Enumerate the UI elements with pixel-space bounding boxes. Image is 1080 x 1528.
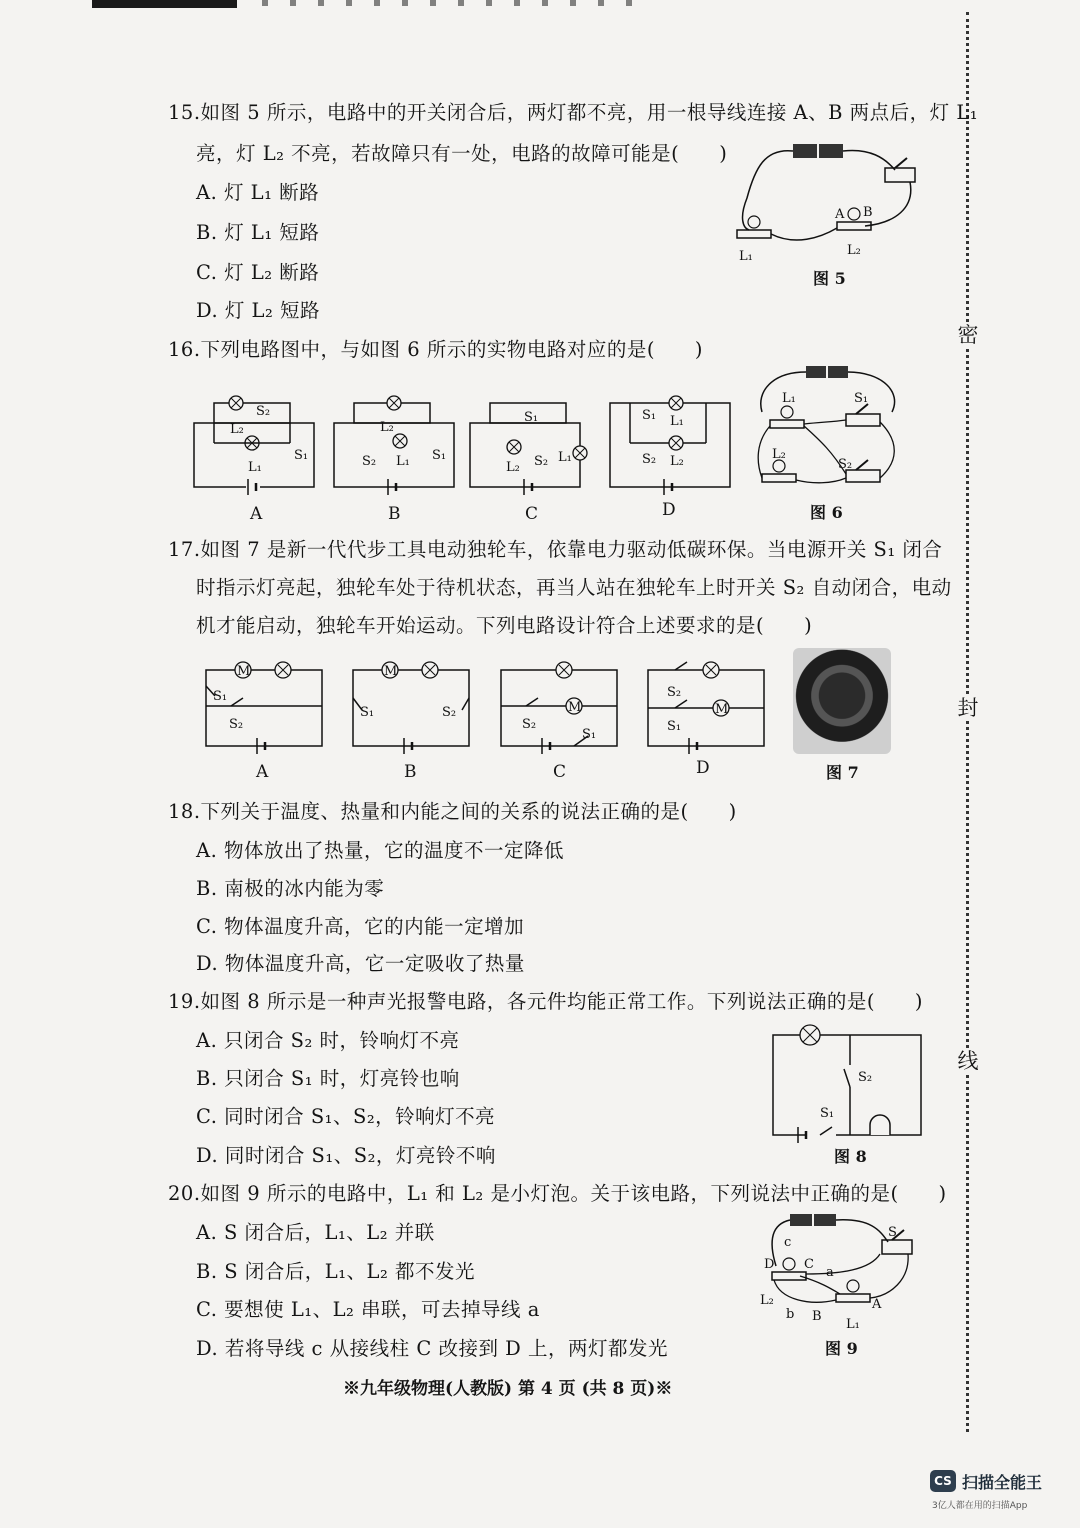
q18-stem: 18.下列关于温度、热量和内能之间的关系的说法正确的是( ) <box>168 800 737 823</box>
q19-stem: 19.如图 8 所示是一种声光报警电路，各元件均能正常工作。下列说法正确的是( ) <box>168 990 924 1013</box>
q15-stem-line2: 亮，灯 L₂ 不亮，若故障只有一处，电路的故障可能是( ) <box>196 142 728 165</box>
q19-option-b[interactable]: B. 只闭合 S₁ 时，灯亮铃也响 <box>196 1067 460 1090</box>
svg-text:L₁: L₁ <box>670 414 684 429</box>
q19-option-a[interactable]: A. 只闭合 S₂ 时，铃响灯不亮 <box>196 1029 460 1052</box>
figure-8-caption: 图 8 <box>834 1147 867 1166</box>
q20-option-a[interactable]: A. S 闭合后，L₁、L₂ 并联 <box>196 1221 435 1244</box>
svg-text:L₂: L₂ <box>380 420 394 435</box>
q19-option-d[interactable]: D. 同时闭合 S₁、S₂，灯亮铃不响 <box>196 1144 496 1167</box>
q20-option-b[interactable]: B. S 闭合后，L₁、L₂ 都不发光 <box>196 1260 476 1283</box>
svg-text:L₂: L₂ <box>230 422 244 437</box>
q16-stem: 16.下列电路图中，与如图 6 所示的实物电路对应的是( ) <box>168 338 704 361</box>
binding-char-feng: 封 <box>955 695 981 721</box>
figure-7-caption: 图 7 <box>826 763 859 782</box>
figure-9-circuit <box>760 1210 925 1335</box>
q17-option-c-circuit[interactable] <box>498 658 623 753</box>
q20-option-c[interactable]: C. 要想使 L₁、L₂ 串联，可去掉导线 a <box>196 1298 540 1321</box>
q20-stem: 20.如图 9 所示的电路中，L₁ 和 L₂ 是小灯泡。关于该电路，下列说法中正确的是( ) <box>168 1182 947 1205</box>
svg-text:M: M <box>237 664 251 679</box>
q17-stem-line1: 17.如图 7 是新一代代步工具电动独轮车，依靠电力驱动低碳环保。当电源开关 S₁ 闭合 <box>168 538 943 561</box>
q19-option-c[interactable]: C. 同时闭合 S₁、S₂，铃响灯不亮 <box>196 1105 496 1128</box>
q17-option-a-circuit[interactable] <box>203 658 328 753</box>
svg-text:S₂: S₂ <box>256 404 271 419</box>
q15-option-c[interactable]: C. 灯 L₂ 断路 <box>196 261 320 284</box>
q18-option-c[interactable]: C. 物体温度升高，它的内能一定增加 <box>196 915 525 938</box>
svg-text:S₁: S₁ <box>820 1106 835 1121</box>
q18-option-d[interactable]: D. 物体温度升高，它一定吸收了热量 <box>196 952 525 975</box>
q16-option-b-label[interactable]: B <box>388 504 401 524</box>
svg-text:L₁: L₁ <box>782 391 796 406</box>
svg-text:S₂: S₂ <box>442 705 457 720</box>
svg-text:c: c <box>784 1235 792 1250</box>
q17-stem-line2: 时指示灯亮起，独轮车处于待机状态，再当人站在独轮车上时开关 S₂ 自动闭合，电动 <box>196 576 952 599</box>
scan-top-edge <box>92 0 237 8</box>
scan-top-marks <box>262 0 642 6</box>
q18-option-b[interactable]: B. 南极的冰内能为零 <box>196 877 385 900</box>
q16-option-a-label[interactable]: A <box>250 504 263 524</box>
svg-text:L₂: L₂ <box>760 1293 774 1308</box>
svg-text:M: M <box>568 700 582 715</box>
svg-text:S₂: S₂ <box>642 452 657 467</box>
q17-option-b-label[interactable]: B <box>404 762 417 782</box>
fig5-point-a: A <box>835 207 845 222</box>
binding-dotted-line <box>966 12 969 1432</box>
svg-text:L₁: L₁ <box>248 460 262 475</box>
q15-option-b[interactable]: B. 灯 L₁ 短路 <box>196 221 320 244</box>
svg-text:S₁: S₁ <box>432 448 447 463</box>
figure-6-circuit <box>752 362 902 492</box>
svg-text:L₂: L₂ <box>670 454 684 469</box>
q15-option-d[interactable]: D. 灯 L₂ 短路 <box>196 299 320 322</box>
svg-text:S₁: S₁ <box>667 719 682 734</box>
svg-text:S₁: S₁ <box>642 408 657 423</box>
svg-text:S₂: S₂ <box>838 457 853 472</box>
figure-5-circuit <box>725 138 925 268</box>
svg-text:M: M <box>715 702 729 717</box>
svg-text:M: M <box>384 664 398 679</box>
svg-text:b: b <box>786 1307 795 1322</box>
figure-6-caption: 图 6 <box>810 503 843 522</box>
svg-text:D: D <box>764 1257 775 1272</box>
q18-option-a[interactable]: A. 物体放出了热量，它的温度不一定降低 <box>196 839 564 862</box>
q17-option-a-label[interactable]: A <box>256 762 269 782</box>
svg-text:S₁: S₁ <box>854 391 869 406</box>
svg-text:S₂: S₂ <box>858 1070 873 1085</box>
figure-8-circuit <box>770 1025 925 1140</box>
watermark-title: 扫描全能王 <box>962 1473 1043 1492</box>
svg-text:S₁: S₁ <box>360 705 375 720</box>
svg-text:S: S <box>888 1225 897 1240</box>
q15-option-a[interactable]: A. 灯 L₁ 断路 <box>196 181 320 204</box>
fig5-point-b: B <box>863 205 873 220</box>
q16-option-b-circuit[interactable] <box>332 395 462 495</box>
figure-5-caption: 图 5 <box>813 269 846 288</box>
svg-text:S₂: S₂ <box>362 454 377 469</box>
svg-text:L₂: L₂ <box>506 460 520 475</box>
svg-text:S₂: S₂ <box>522 717 537 732</box>
q17-stem-line3: 机才能启动，独轮车开始运动。下列电路设计符合上述要求的是( ) <box>196 614 813 637</box>
svg-text:L₁: L₁ <box>846 1317 860 1332</box>
binding-char-xian: 线 <box>955 1048 981 1074</box>
figure-7-unicycle-photo <box>793 648 891 754</box>
svg-text:S₂: S₂ <box>667 685 682 700</box>
q16-option-a-circuit[interactable] <box>192 395 322 495</box>
svg-text:L₁: L₁ <box>396 454 410 469</box>
binding-char-mi: 密 <box>955 322 981 348</box>
figure-9-caption: 图 9 <box>825 1339 858 1358</box>
svg-text:L₂: L₂ <box>772 447 786 462</box>
svg-text:S₂: S₂ <box>229 717 244 732</box>
fig5-label-l1: L₁ <box>739 249 753 264</box>
fig5-label-l2: L₂ <box>847 243 861 258</box>
q17-option-d-label[interactable]: D <box>696 758 710 778</box>
q16-option-c-label[interactable]: C <box>525 504 539 524</box>
watermark-subtitle: 3亿人都在用的扫描App <box>932 1501 1028 1511</box>
svg-text:a: a <box>826 1265 834 1280</box>
svg-text:B: B <box>812 1309 822 1324</box>
q17-option-c-label[interactable]: C <box>553 762 567 782</box>
q16-option-d-label[interactable]: D <box>662 500 676 520</box>
svg-text:S₂: S₂ <box>534 454 549 469</box>
svg-text:S₁: S₁ <box>294 448 309 463</box>
q17-option-b-circuit[interactable] <box>350 658 475 753</box>
page-footer: ※九年级物理(人教版) 第 4 页 (共 8 页)※ <box>343 1379 673 1399</box>
svg-text:A: A <box>872 1297 882 1312</box>
q15-stem-line1: 15.如图 5 所示，电路中的开关闭合后，两灯都不亮，用一根导线连接 A、B 两点后，灯 L₁ <box>168 101 979 124</box>
svg-text:S₁: S₁ <box>213 689 228 704</box>
svg-text:S₁: S₁ <box>582 727 597 742</box>
svg-text:L₁: L₁ <box>558 450 572 465</box>
q16-option-d-circuit[interactable] <box>608 395 738 495</box>
svg-text:C: C <box>804 1257 814 1272</box>
camscanner-logo: CS <box>930 1470 956 1492</box>
svg-text:S₁: S₁ <box>524 410 539 425</box>
q17-option-d-circuit[interactable] <box>645 658 770 753</box>
q16-option-c-circuit[interactable] <box>468 395 598 495</box>
q20-option-d[interactable]: D. 若将导线 c 从接线柱 C 改接到 D 上，两灯都发光 <box>196 1337 669 1360</box>
